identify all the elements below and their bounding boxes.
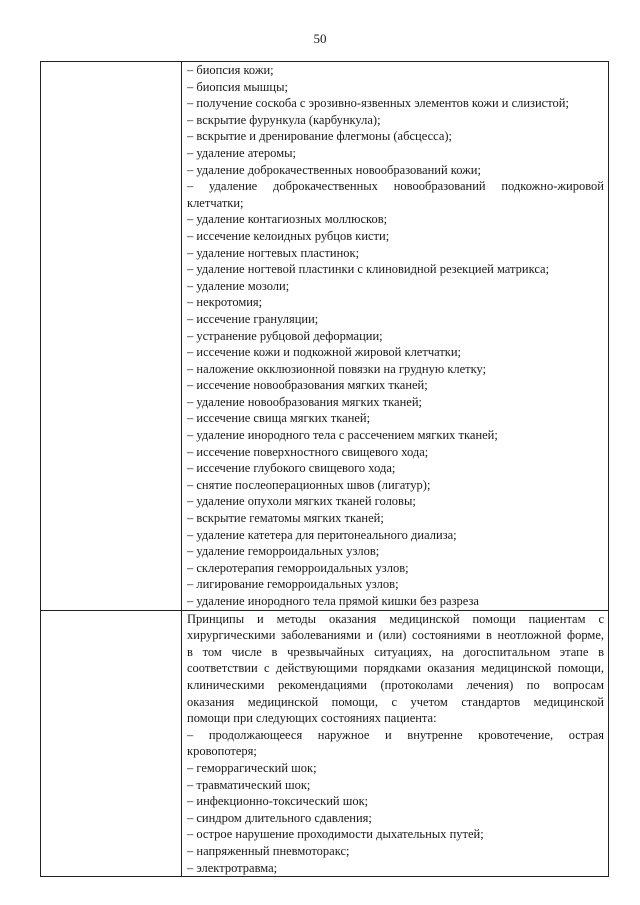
text-line: – удаление доброкачественных новообразований подкожно-жировой [187, 179, 604, 194]
text-line: – наложение окклюзионной повязки на грудную клетку; [187, 361, 487, 376]
text-line: – иссечение поверхностного свищевого хода; [187, 444, 429, 459]
text-line: – получение соскоба с эрозивно-язвенных элементов кожи и слизистой; [187, 96, 569, 111]
text-line: – удаление инородного тела прямой кишки без разреза [187, 594, 479, 608]
text-line: – напряженный пневмоторакс; [187, 843, 350, 858]
text-line: – иссечение кожи и подкожной жировой клетчатки; [187, 345, 462, 360]
text-line: – удаление опухоли мягких тканей головы; [187, 494, 416, 509]
text-line: – удаление геморроидальных узлов; [187, 544, 380, 559]
text-line: – удаление доброкачественных новообразований кожи; [187, 162, 481, 177]
text-line: клетчатки; [187, 195, 244, 210]
text-line: – электротравма; [187, 860, 278, 875]
text-line: – удаление мозоли; [187, 278, 290, 293]
text-line: – биопсия мышцы; [187, 79, 288, 94]
page-number: 50 [313, 31, 327, 46]
text-line: клиническими рекомендациями (протоколами лечения) по вопросам [187, 677, 604, 692]
text-line: – травматический шок; [187, 777, 311, 792]
text-line: помощи при следующих состояниях пациента: [187, 711, 437, 726]
text-line: в том числе в чрезвычайных ситуациях, на догоспитальном этапе в [187, 644, 604, 659]
procedures-cell [182, 62, 609, 611]
text-line: соответствии с действующими порядками оказания медицинской помощи, [187, 661, 604, 676]
text-line: – синдром длительного сдавления; [187, 810, 372, 825]
text-line: – удаление контагиозных моллюсков; [187, 212, 388, 227]
text-line: – иссечение новообразования мягких тканей; [187, 378, 428, 393]
text-line: – снятие послеоперационных швов (лигатур); [187, 477, 431, 492]
left-cell [41, 610, 182, 877]
text-line: – лигирование геморроидальных узлов; [187, 577, 399, 592]
text-line: кровопотеря; [187, 744, 257, 759]
text-line: – склеротерапия геморроидальных узлов; [187, 560, 409, 575]
content-table [40, 61, 609, 877]
left-cell [41, 62, 182, 611]
text-line: оказания медицинской помощи, с учетом стандартов медицинской [187, 694, 604, 709]
text-line: – устранение рубцовой деформации; [187, 328, 383, 343]
text-line: – иссечение грануляции; [187, 311, 319, 326]
principles-cell [182, 610, 609, 877]
text-line: – удаление ногтевых пластинок; [187, 245, 360, 260]
table-row [41, 610, 609, 877]
text-line: – удаление катетера для перитонеального диализа; [187, 527, 457, 542]
text-line: – иссечение келоидных рубцов кисти; [187, 228, 390, 243]
table-row [41, 62, 609, 611]
text-line: хирургическими заболеваниями и (или) состояниями в неотложной форме, [187, 628, 604, 643]
text-line: – удаление инородного тела с рассечением мягких тканей; [187, 428, 498, 443]
text-line: – инфекционно-токсический шок; [187, 794, 369, 809]
text-line: – некротомия; [187, 295, 263, 310]
text-line: – удаление новообразования мягких тканей; [187, 394, 422, 409]
principles-list [182, 611, 608, 877]
text-line: – геморрагический шок; [187, 760, 317, 775]
text-line: – иссечение свища мягких тканей; [187, 411, 371, 426]
text-line: – удаление ногтевой пластинки с клиновидной резекцией матрикса; [187, 262, 550, 277]
text-line: – продолжающееся наружное и внутренне кровотечение, острая [187, 727, 604, 742]
text-line: Принципы и методы оказания медицинской помощи пациентам с [187, 611, 604, 626]
text-line: – биопсия кожи; [187, 63, 274, 77]
text-line: – удаление атеромы; [187, 145, 296, 160]
text-line: – вскрытие фурункула (карбункула); [187, 112, 381, 127]
text-line: – вскрытие и дренирование флегмоны (абсцесса); [187, 129, 452, 144]
procedures-list [182, 62, 608, 610]
text-line: – вскрытие гематомы мягких тканей; [187, 511, 384, 526]
text-line: – иссечение глубокого свищевого хода; [187, 461, 396, 476]
text-line: – острое нарушение проходимости дыхательных путей; [187, 827, 484, 842]
